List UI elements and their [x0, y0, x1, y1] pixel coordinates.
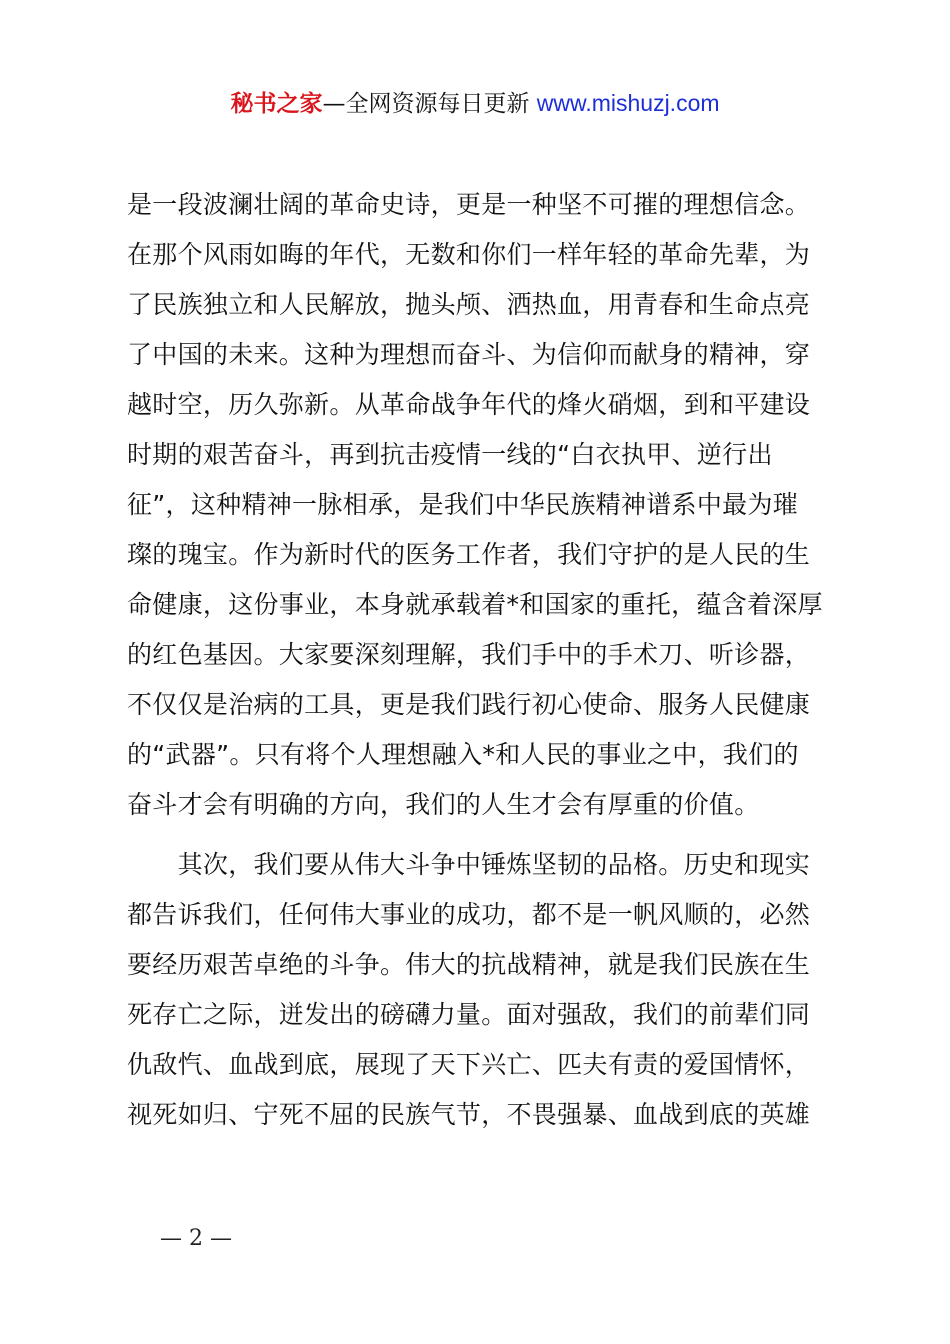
text-line: 的“武器”。只有将个人理想融入*和人民的事业之中，我们的	[127, 740, 799, 769]
text-line: 了民族独立和人民解放，抛头颅、洒热血，用青春和生命点亮	[127, 290, 811, 319]
document-body	[127, 180, 837, 1140]
text-line: 视死如归、宁死不屈的民族气节，不畏强暴、血战到底的英雄	[127, 1100, 811, 1129]
site-url[interactable]: www.mishuzj.com	[536, 90, 720, 116]
text-line: 要经历艰苦卓绝的斗争。伟大的抗战精神，就是我们民族在生	[127, 950, 811, 979]
text-line: 不仅仅是治病的工具，更是我们践行初心使命、服务人民健康	[127, 690, 811, 719]
text-line: 在那个风雨如晦的年代，无数和你们一样年轻的革命先辈，为	[127, 240, 811, 269]
text-line: 仇敌忾、血战到底，展现了天下兴亡、匹夫有责的爱国情怀，	[127, 1050, 811, 1079]
text-line: 征”，这种精神一脉相承，是我们中华民族精神谱系中最为璀	[127, 490, 799, 519]
header-tagline: —全网资源每日更新	[322, 91, 530, 117]
text-line: 奋斗才会有明确的方向，我们的人生才会有厚重的价值。	[127, 790, 760, 819]
page-number: — 2 —	[160, 1226, 232, 1251]
text-line: 死存亡之际，迸发出的磅礴力量。面对强敌，我们的前辈们同	[127, 1000, 811, 1029]
brand-name: 秘书之家	[230, 91, 323, 117]
text-line: 的红色基因。大家要深刻理解，我们手中的手术刀、听诊器，	[127, 640, 811, 669]
site-header	[0, 86, 950, 121]
text-line: 璨的瑰宝。作为新时代的医务工作者，我们守护的是人民的生	[127, 540, 811, 569]
text-line: 命健康，这份事业，本身就承载着*和国家的重托，蕴含着深厚	[127, 590, 823, 619]
text-line: 其次，我们要从伟大斗争中锤炼坚韧的品格。历史和现实	[127, 850, 811, 879]
text-line: 越时空，历久弥新。从革命战争年代的烽火硝烟，到和平建设	[127, 390, 811, 419]
paragraph-gap	[127, 830, 837, 840]
text-line: 是一段波澜壮阔的革命史诗，更是一种坚不可摧的理想信念。	[127, 190, 811, 219]
text-line: 都告诉我们，任何伟大事业的成功，都不是一帆风顺的，必然	[127, 900, 811, 929]
text-line: 了中国的未来。这种为理想而奋斗、为信仰而献身的精神，穿	[127, 340, 811, 369]
text-line: 时期的艰苦奋斗，再到抗击疫情一线的“白衣执甲、逆行出	[127, 440, 773, 469]
